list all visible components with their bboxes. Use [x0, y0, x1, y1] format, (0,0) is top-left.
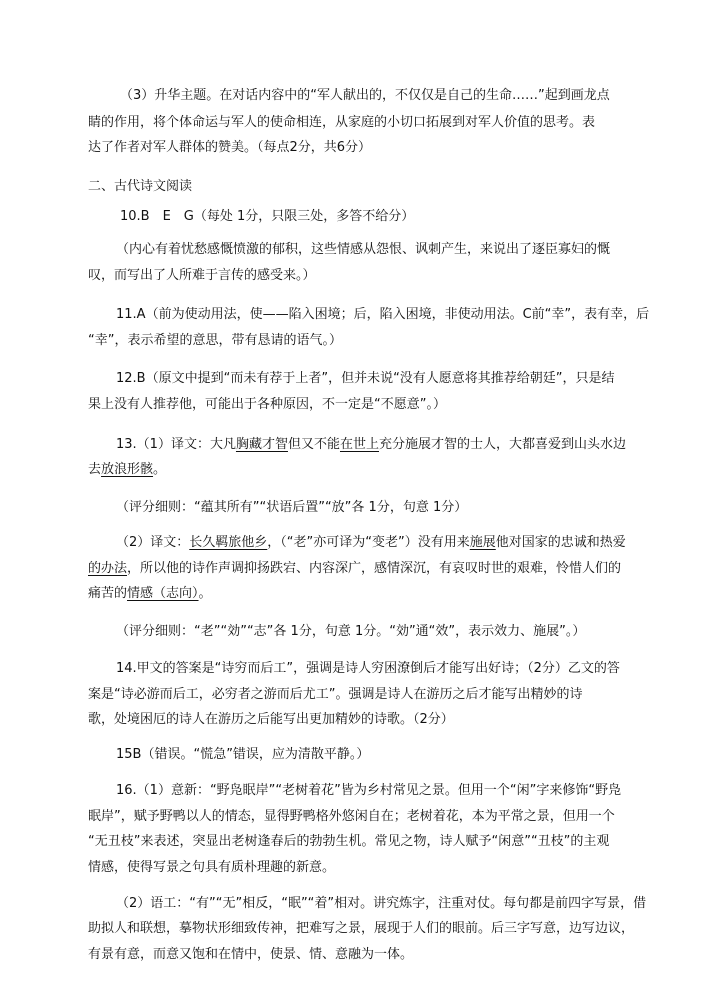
q16-part-2-line-3: 有景有意，而意又饱和在情中，使景、情、意融为一体。 — [88, 947, 414, 962]
q13-translation-2-line-2 — [88, 559, 621, 579]
q10-explanation-line-1: （内心有着忧愁感慨愤激的郁积，这些情感从怨恨、讽刺产生，来说出了逐臣寡妇的慨 — [116, 242, 611, 257]
q13-text: 他对国家的忠诚和热爱 — [495, 535, 626, 550]
q10-answer: 10.B E G（每处 1分，只限三处，多答不给分） — [120, 209, 415, 224]
q13-text: 。 — [153, 462, 167, 477]
q13-text: 充分施展才智的士人，大都喜爱到山头水边 — [379, 437, 627, 452]
q12-line-1: 12.B（原文中提到“而未有荐于上者”，但并未说“没有人愿意将其推荐给朝廷”，只是结 — [116, 371, 615, 386]
q13-underlined-phrase: 施展 — [469, 535, 496, 550]
q10-explanation-line-2: 叹，而写出了人所难于言传的感受来。） — [88, 268, 316, 283]
q14-line-1: 14.甲文的答案是“诗穷而后工”，强调是诗人穷困潦倒后才能写出好诗；（2分）乙文的答 — [116, 661, 620, 676]
q11-line-1: 11.A（前为使动用法，使——陷入困境；后，陷入困境，非使动用法。C前“幸”，表有幸，后 — [116, 307, 650, 322]
q13-text: 但又不能 — [287, 437, 340, 452]
q16-part-1-line-4: 情感，使得写景之句具有质朴理趣的新意。 — [88, 860, 336, 875]
q13-text: 去 — [88, 462, 102, 477]
q13-scoring-1: （评分细则：“蕴其所有”“状语后置”“放”各 1分，句意 1分） — [116, 500, 468, 515]
q12-line-2: 果上没有人推荐他，可能出于各种原因，不一定是“不愿意”。） — [88, 397, 446, 412]
q13-translation-1-line-1 — [116, 435, 626, 455]
q13-translation-2-line-1 — [116, 533, 626, 553]
q13-text: ，所以他的诗作声调抑扬跌宕、内容深广，感情深沉，有哀叹时世的艰难，怜惜人们的 — [127, 561, 622, 576]
q13-underlined-phrase: 的办法 — [88, 561, 128, 576]
q16-part-1-line-2: 眠岸”，赋予野鸭以人的情态，显得野鸭格外悠闲自在；老树着花，本为平常之景，但用一个 — [88, 809, 615, 824]
q16-part-1-line-3: “无丑枝”来表述，突显出老树逢春后的勃勃生机。常见之物，诗人赋予“闲意”“丑枝”的主观 — [88, 834, 610, 849]
q13-text: 痛苦的 — [88, 586, 128, 601]
q13-text: （2）译文： — [116, 535, 190, 550]
q13-translation-1-line-2 — [88, 460, 166, 480]
q13-translation-2-line-3 — [88, 584, 212, 604]
q13-text: 。 — [198, 586, 212, 601]
q15-line-1: 15B（错误。“慌急”错误，应为清散平静。） — [116, 747, 370, 762]
q13-underlined-phrase: 在世上 — [339, 437, 379, 452]
q14-line-2: 案是“诗必游而后工，必穷者之游而后尤工”。强调是诗人在游历之后才能写出精妙的诗 — [88, 687, 583, 702]
q13-text: ，（“老”亦可译为“变老”）没有用来 — [267, 535, 470, 550]
q13-underlined-phrase: 长久羁旅他乡 — [189, 535, 268, 550]
q13-text: 13.（1）译文：大凡 — [116, 437, 236, 452]
q16-part-1-line-1: 16.（1）意新：“野凫眠岸”“老树着花”皆为乡村常见之景。但用一个“闲”字来修饰“野凫 — [116, 783, 622, 798]
p3-line-1: （3）升华主题。在对话内容中的“军人献出的，不仅仅是自己的生命……”起到画龙点 — [120, 88, 610, 103]
q13-underlined-phrase: 放浪形骸 — [101, 462, 154, 477]
q13-underlined-phrase: 情感（志向） — [127, 586, 199, 601]
q11-line-2: “幸”，表示希望的意思，带有恳请的语气。） — [88, 333, 342, 348]
p3-line-2: 睛的作用，将个体命运与军人的使命相连，从家庭的小切口拓展到对军人价值的思考。表 — [88, 115, 596, 130]
q13-scoring-2: （评分细则：“老”“効”“志”各 1分，句意 1分。“効”通“效”，表示效力、施展”。） — [116, 624, 586, 639]
q16-part-2-line-1: （2）语工：“有”“无”相反，“眠”“着”相对。讲究炼字，注重对仗。每句都是前四字写景，借 — [116, 896, 647, 911]
q14-line-3: 歌，处境困厄的诗人在游历之后能写出更加精妙的诗歌。（2分） — [88, 712, 454, 727]
section-heading: 二、古代诗文阅读 — [88, 179, 193, 194]
q13-underlined-phrase: 胸藏才智 — [235, 437, 288, 452]
p3-line-3: 达了作者对军人群体的赞美。（每点2分，共6分） — [88, 140, 372, 155]
q16-part-2-line-2: 助拟人和联想，摹物状形细致传神，把难写之景，展现于人们的眼前。后三字写意，边写边议， — [88, 921, 635, 936]
